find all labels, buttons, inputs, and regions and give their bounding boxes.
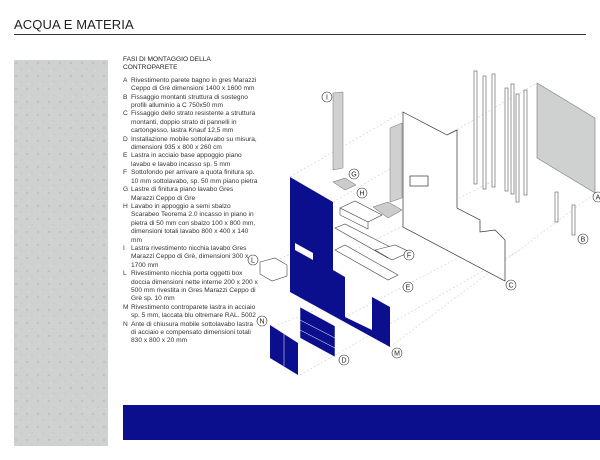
page-title: ACQUA E MATERIA [14,17,134,32]
step-key: C [123,110,128,118]
shelves-ef [335,224,410,280]
step-key: G [123,186,129,194]
step-key: A [123,76,128,84]
step-text: Lavabo in appoggio a semi sbalzo Scarabeo Teorema 2.0 incasso in piano in pietra di 50 mm con sbalzo 100 x 800 mm, dimensioni totali lavabo 800 x 400 x 140 mm [131,202,256,244]
step-text: Fissaggio montanti struttura di sostegno profili alluminio a C 750x50 mm [131,93,248,110]
steps-title: FASI DI MONTAGGIO DELLA CONTROPARETE [123,56,211,72]
label-a: A [595,194,600,202]
step-text: Lastra rivestimento nicchia lavabo Gres Marazzi Ceppo di Grè, dimensioni 300 x 1700 mm [131,244,249,269]
step-key: L [123,270,127,278]
label-l: L [251,257,255,265]
panel-i [333,92,343,170]
step-text: Rivestimento parete bagno in gres Marazzi Ceppo di Grè dimensioni 1400 x 1600 mm [131,76,257,93]
blue-footer-bar [123,405,600,440]
label-e: E [405,284,411,292]
step-key: E [123,152,128,160]
label-f: F [406,252,412,260]
cabinet-d [300,307,335,357]
label-d: D [341,357,347,365]
step-text: Lastra in acciaio base appoggio piano lavabo e lavabo incasso sp. 5 mm [131,152,242,168]
step-text: Ante di chiusura mobile sottolavabo lastra di acciaio e compensato dimensioni totali 830 x 800 x 20 mm [131,320,254,345]
niche-box-l [260,258,287,281]
step-key: F [123,169,128,177]
label-m: M [394,350,400,358]
label-b: B [580,236,586,244]
label-c: C [508,282,514,290]
panel-i-2 [390,123,402,202]
step-text: Sottofondo per arrivare a quota finitura sp. 10 mm sottolavabo, sp. 50 mm piano pietra [131,169,258,185]
step-key: D [123,135,128,143]
step-text: Rivestimento nicchia porta oggetti box doccia dimensioni nette interne 200 x 200 x 500 mm rivestita in Gres Marazzi Ceppo di Grè sp. 10 mm [131,270,258,303]
step-key: H [123,202,128,210]
wall-c [403,112,505,281]
label-h: H [359,190,365,198]
step-text: Rivestimento controparete lastra in acciaio sp. 5 mm, laccata blu oltremare RAL. 5002 [131,303,256,320]
step-key: M [123,303,129,311]
step-key: B [123,93,128,101]
label-i: I [326,94,328,102]
tile-g [333,178,356,190]
step-key: N [123,320,128,328]
panel-a [537,83,595,193]
step-text: Installazione mobile sottolavabo su misura, dimensioni 935 x 800 x 260 cm [131,135,257,152]
label-n: N [259,318,265,326]
step-text: Fissaggio dello strato resistente a struttura montanti, doppio strato di pannelli in cartongesso, lastra Knauf 12,5 mm [131,110,256,135]
step-key: I [123,244,125,252]
label-g: G [351,171,357,179]
step-text: Lastre di finitura piano lavabo Gres Marazzi Ceppo di Gre [131,186,234,202]
